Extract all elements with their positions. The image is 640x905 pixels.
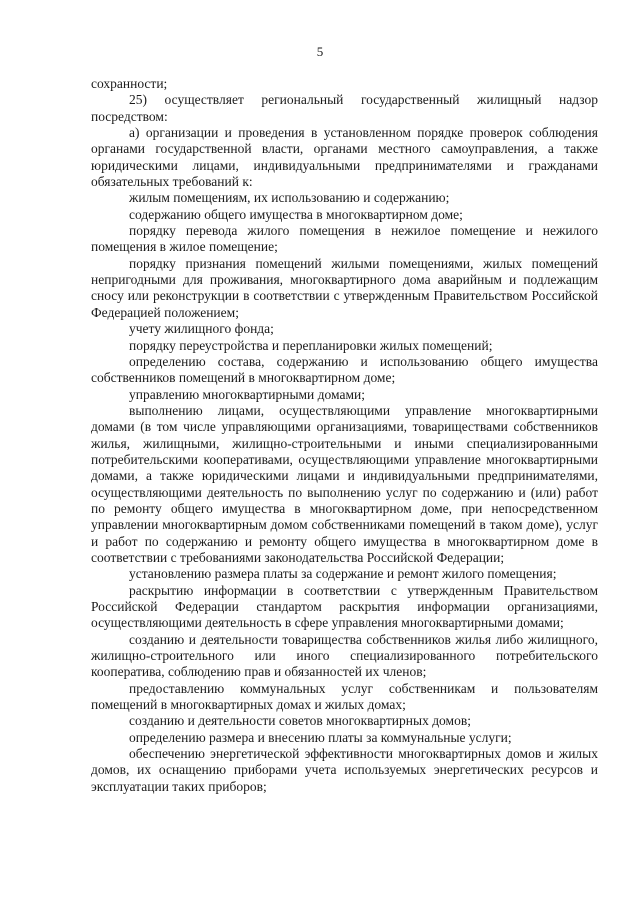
paragraph: жилым помещениям, их использованию и содержанию; bbox=[129, 190, 450, 206]
paragraph: созданию и деятельности товарищества собственников жилья либо жилищного, жилищно-строительного или иного специализированного потребительского кооператива, соблюдению прав и обязанностей их членов; bbox=[91, 631, 598, 680]
paragraph: определению размера и внесению платы за коммунальные услуги; bbox=[129, 729, 512, 745]
paragraph: порядку признания помещений жилыми помещениями, жилых помещений непригодными для проживания, многоквартирного дома аварийным и подлежащим сносу или реконструкции в соответствии с утвержденным Правительством Российской Федерацией положением; bbox=[91, 255, 598, 320]
paragraph: установлению размера платы за содержание и ремонт жилого помещения; bbox=[129, 566, 557, 582]
paragraph: созданию и деятельности советов многоквартирных домов; bbox=[129, 713, 471, 729]
page-number: 5 bbox=[316, 44, 324, 59]
paragraph: раскрытию информации в соответствии с утвержденным Правительством Российской Федерации стандартом раскрытия информации организациями, осуществляющими деятельность в сфере управления многоквартирными домами; bbox=[91, 582, 598, 631]
document-body bbox=[91, 76, 598, 795]
paragraph: 25) осуществляет региональный государственный жилищный надзор посредством: bbox=[91, 92, 598, 124]
paragraph: предоставлению коммунальных услуг собственникам и пользователям помещений в многоквартирных домах и жилых домах; bbox=[91, 680, 598, 713]
paragraph: содержанию общего имущества в многоквартирном доме; bbox=[129, 206, 463, 222]
paragraph: сохранности; bbox=[91, 76, 168, 91]
paragraph: порядку перевода жилого помещения в нежилое помещение и нежилого помещения в жилое помещение; bbox=[91, 223, 598, 255]
paragraph: учету жилищного фонда; bbox=[129, 321, 274, 337]
paragraph: порядку переустройства и перепланировки жилых помещений; bbox=[129, 337, 493, 353]
paragraph: а) организации и проведения в установленном порядке проверок соблюдения органами государственной власти, органами местного самоуправления, а также юридическими лицами, индивидуальными предпринимателями и гражданами обязательных требований к: bbox=[91, 125, 598, 190]
paragraph: выполнению лицами, осуществляющими управление многоквартирными домами (в том числе управляющими организациями, товариществами собственников жилья, жилищными, жилищно-строительными и иными специализированными потребительскими кооперативами, осуществляющими управление многоквартирными домами, а также юридическими лицами и индивидуальными предпринимателями, осуществляющими деятельность по выполнению услуг по содержанию и (или) работ по ремонту общего имущества в многоквартирном доме, при непосредственном управлении многоквартирным домом собственниками помещений в таком доме), услуг и работ по содержанию и ремонту общего имущества в многоквартирном доме в соответствии с требованиями законодательства Российской Федерации; bbox=[91, 402, 598, 565]
paragraph: обеспечению энергетической эффективности многоквартирных домов и жилых домов, их оснащению приборами учета используемых энергетических ресурсов и эксплуатации таких приборов; bbox=[91, 746, 598, 794]
paragraph: определению состава, содержанию и использованию общего имущества собственников помещений в многоквартирном доме; bbox=[91, 353, 598, 386]
paragraph: управлению многоквартирными домами; bbox=[129, 386, 365, 402]
